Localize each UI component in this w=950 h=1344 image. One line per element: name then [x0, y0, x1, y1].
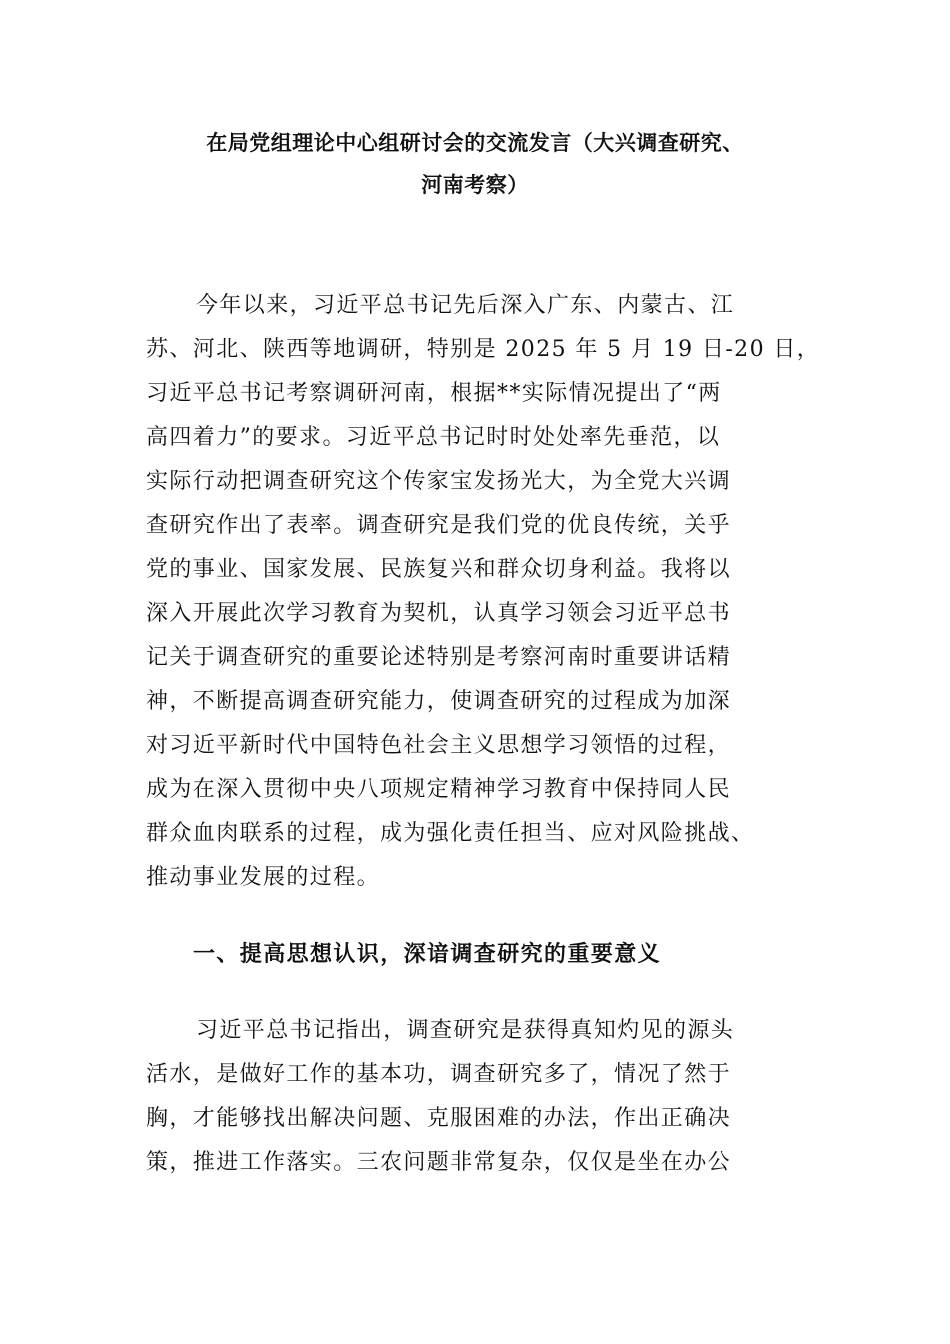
title-line: 在局党组理论中心组研讨会的交流发言（大兴调查研究、	[206, 130, 744, 155]
paragraph-line: 深入开展此次学习教育为契机，认真学习领会习近平总书	[146, 601, 732, 626]
paragraph-line: 策，推进工作落实。三农问题非常复杂，仅仅是坐在办公	[146, 1150, 732, 1175]
paragraph-line: 党的事业、国家发展、民族复兴和群众切身利益。我将以	[146, 557, 732, 582]
paragraph-line: 实际行动把调查研究这个传家宝发扬光大，为全党大兴调	[146, 469, 732, 494]
paragraph-line: 习近平总书记考察调研河南，根据**实际情况提出了“两	[146, 381, 722, 406]
paragraph-line: 习近平总书记指出，调查研究是获得真知灼见的源头	[196, 1018, 735, 1043]
title-line: 河南考察）	[421, 172, 529, 197]
paragraph-line: 胸，才能够找出解决问题、克服困难的办法，作出正确决	[146, 1106, 732, 1131]
paragraph-line: 对习近平新时代中国特色社会主义思想学习领悟的过程，	[146, 733, 732, 758]
paragraph-line: 成为在深入贯彻中央八项规定精神学习教育中保持同人民	[146, 777, 732, 802]
paragraph-line: 查研究作出了表率。调查研究是我们党的优良传统，关乎	[146, 513, 732, 538]
document-title	[120, 122, 830, 206]
paragraph-line: 记关于调查研究的重要论述特别是考察河南时重要讲话精	[146, 645, 732, 670]
paragraph-line: 今年以来，习近平总书记先后深入广东、内蒙古、江	[196, 293, 735, 318]
section-heading: 一、提高思想认识，深谙调查研究的重要意义	[193, 941, 662, 967]
section-paragraph	[146, 1009, 816, 1185]
paragraph-line: 神，不断提高调查研究能力，使调查研究的过程成为加深	[146, 689, 732, 714]
paragraph-line: 推动事业发展的过程。	[146, 865, 381, 890]
paragraph-line: 苏、河北、陕西等地调研，特别是 2025 年 5 月 19 日-20 日，	[146, 337, 821, 362]
intro-paragraph	[146, 284, 821, 900]
paragraph-line: 群众血肉联系的过程，成为强化责任担当、应对风险挑战、	[146, 821, 755, 846]
paragraph-line: 高四着力”的要求。习近平总书记时时处处率先垂范，以	[146, 425, 721, 450]
paragraph-line: 活水，是做好工作的基本功，调查研究多了，情况了然于	[146, 1062, 732, 1087]
